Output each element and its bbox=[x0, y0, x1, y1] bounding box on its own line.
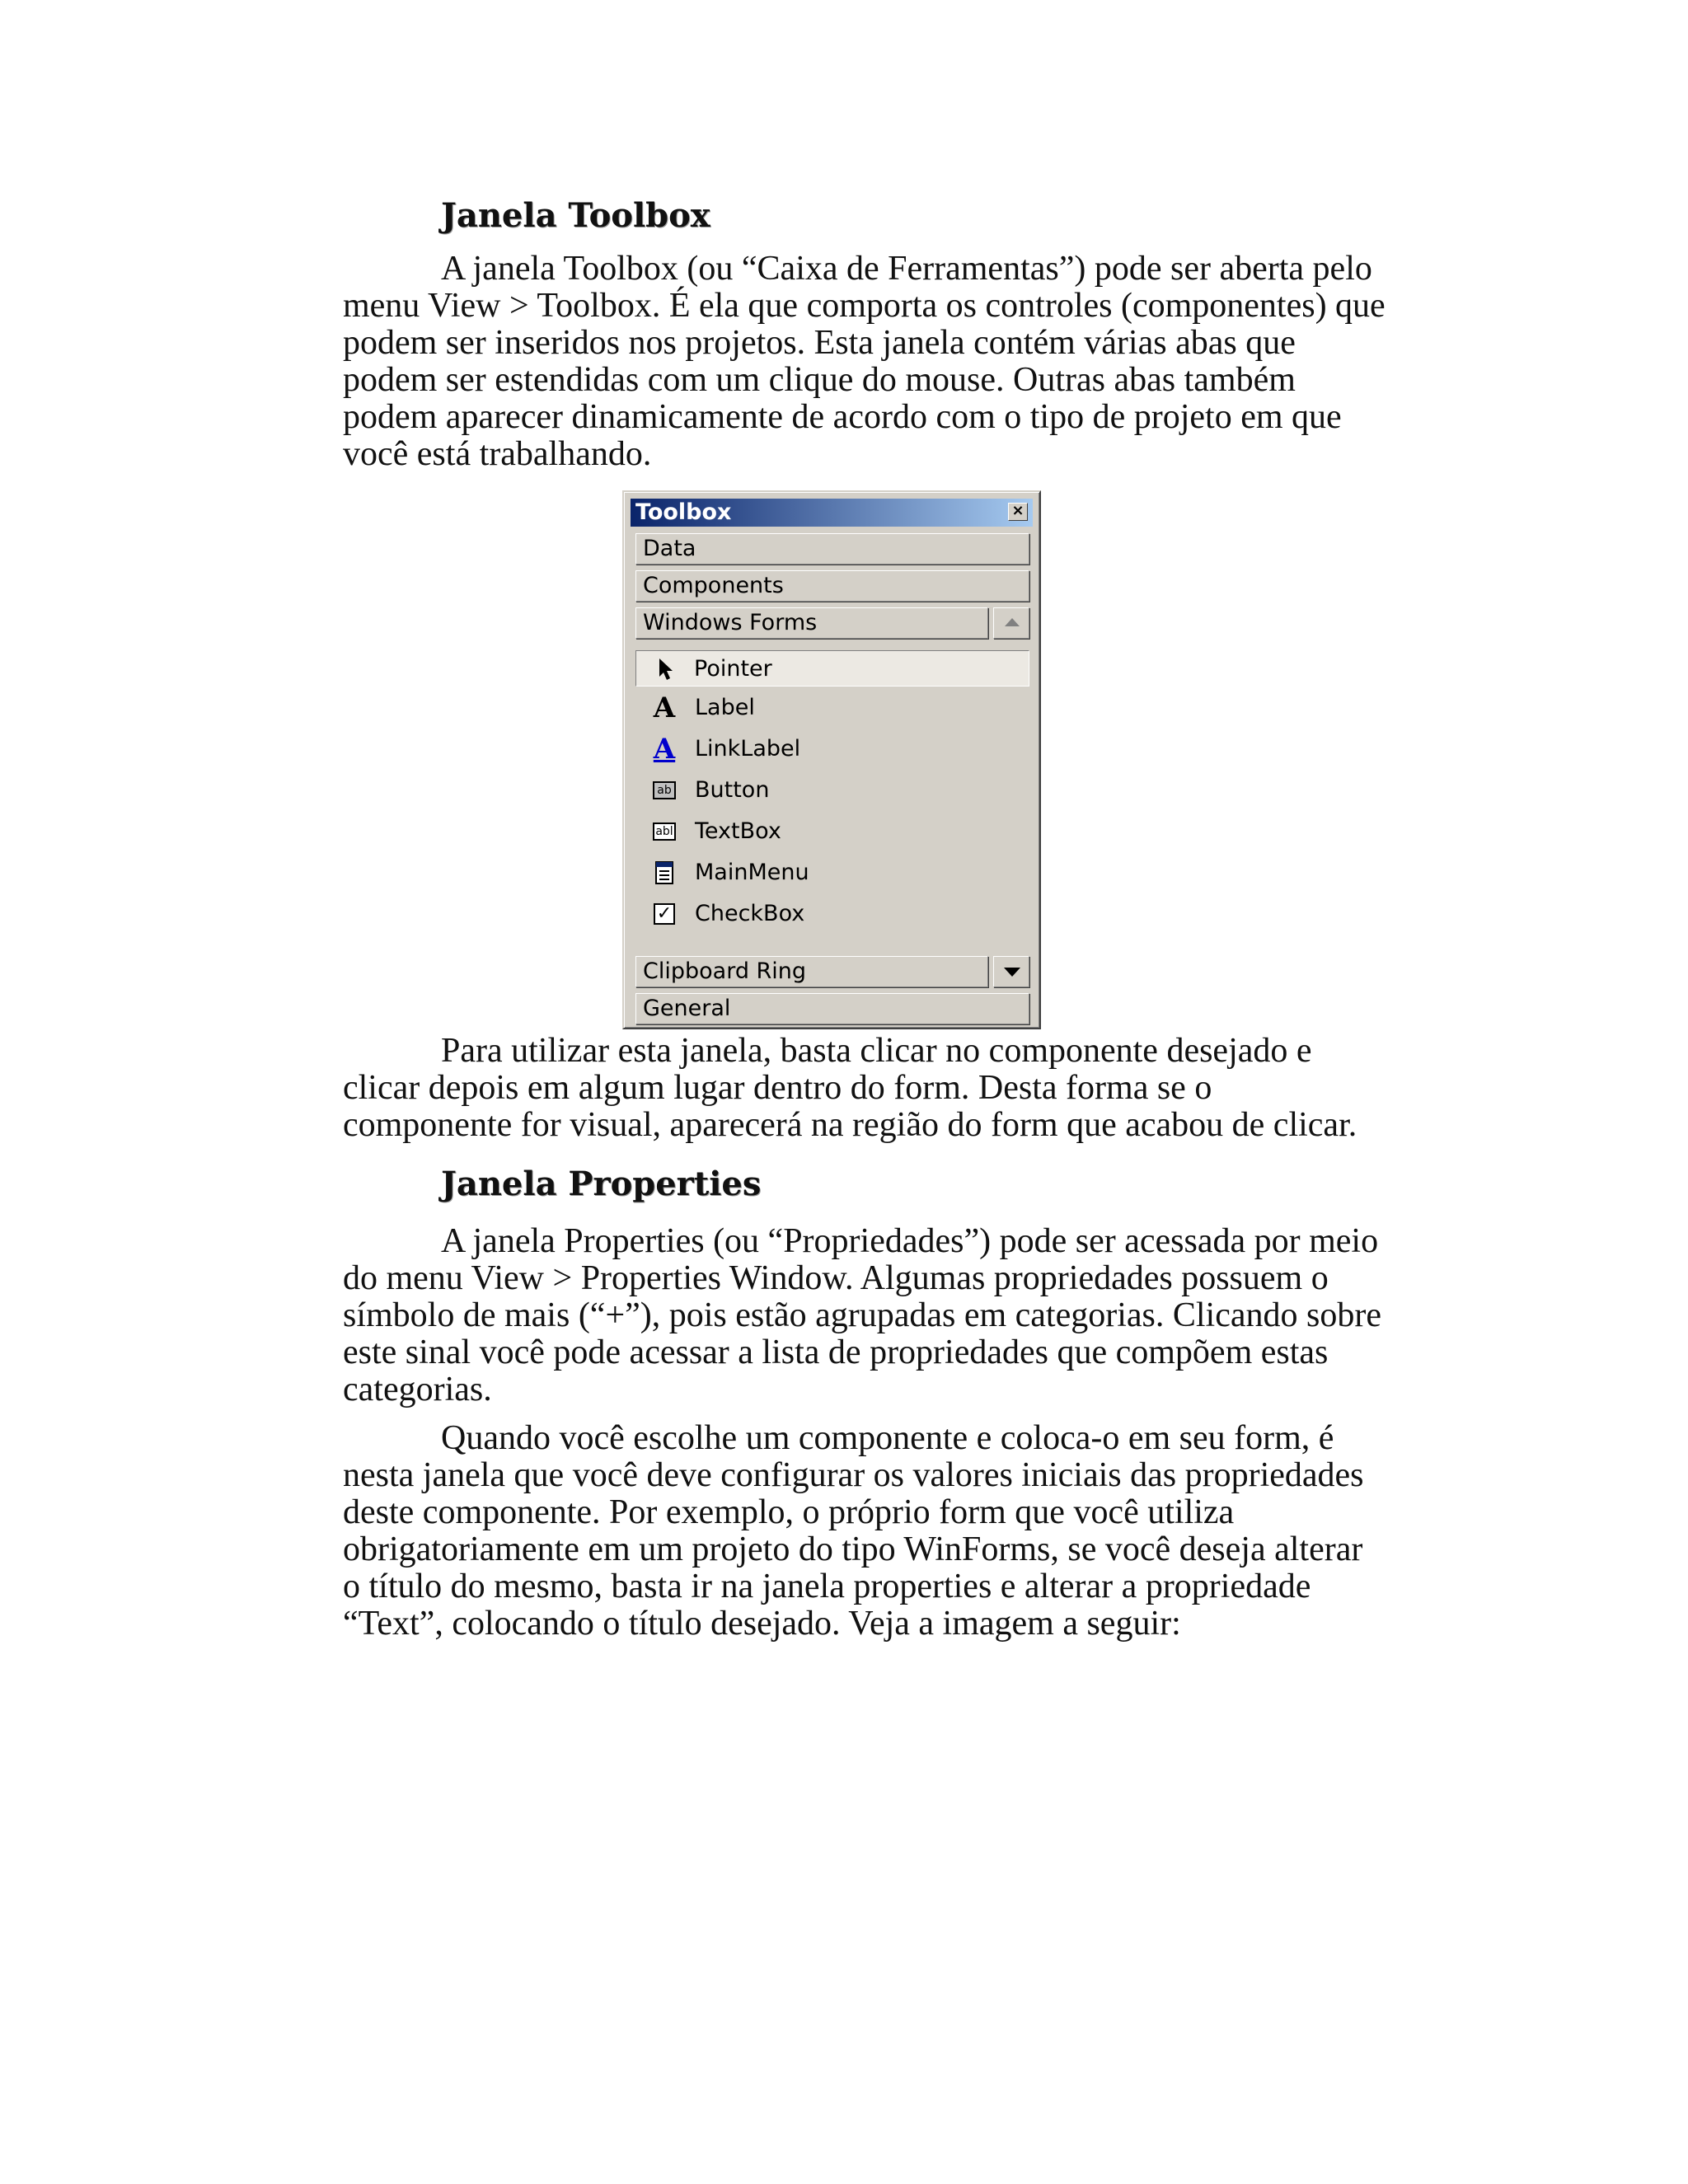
scroll-down-button[interactable] bbox=[993, 956, 1029, 987]
toolbox-item-label: TextBox bbox=[695, 818, 781, 844]
tab-data[interactable]: Data bbox=[635, 533, 1029, 565]
text-line: deste componente. Por exemplo, o próprio form que você utiliza bbox=[343, 1493, 1235, 1531]
text-line: categorias. bbox=[343, 1371, 492, 1408]
mainmenu-icon bbox=[652, 860, 677, 885]
toolbox-item-label: MainMenu bbox=[695, 860, 809, 885]
close-icon: × bbox=[1011, 502, 1025, 519]
triangle-down-icon bbox=[1004, 968, 1020, 977]
section-heading-toolbox: Janela Toolbox bbox=[441, 196, 710, 235]
text-line: podem ser inseridos nos projetos. Esta janela contém várias abas que bbox=[343, 324, 1296, 362]
linklabel-icon: A bbox=[653, 733, 676, 766]
text-line: podem aparecer dinamicamente de acordo com o tipo de projeto em que bbox=[343, 398, 1342, 436]
text-line: A janela Toolbox (ou “Caixa de Ferramentas”) pode ser aberta pelo bbox=[441, 250, 1372, 288]
textbox-icon: abl bbox=[652, 819, 677, 844]
toolbox-item-pointer[interactable] bbox=[635, 650, 1029, 687]
checkbox-icon: ✓ bbox=[652, 902, 677, 926]
text-line: podem ser estendidas com um clique do mouse. Outras abas também bbox=[343, 361, 1296, 399]
text-line: obrigatoriamente em um projeto do tipo WinForms, se você deseja alterar bbox=[343, 1530, 1363, 1568]
toolbox-item-label-text: Label bbox=[695, 695, 755, 720]
section-heading-properties: Janela Properties bbox=[441, 1165, 762, 1203]
toolbox-title: Toolbox bbox=[635, 499, 732, 525]
close-button[interactable] bbox=[1008, 503, 1028, 521]
text-line: símbolo de mais (“+”), pois estão agrupadas em categorias. Clicando sobre bbox=[343, 1296, 1381, 1334]
text-line: componente for visual, aparecerá na região do form que acabou de clicar. bbox=[343, 1106, 1357, 1144]
toolbox-item-label: LinkLabel bbox=[695, 736, 801, 762]
toolbox-item-textbox[interactable] bbox=[635, 813, 1029, 850]
toolbox-item-label: Pointer bbox=[694, 656, 772, 682]
tab-components[interactable]: Components bbox=[635, 570, 1029, 602]
button-icon: ab bbox=[652, 778, 677, 803]
text-line: menu View > Toolbox. É ela que comporta os controles (componentes) que bbox=[343, 287, 1386, 325]
pointer-icon bbox=[653, 657, 678, 682]
toolbox-item-mainmenu[interactable] bbox=[635, 855, 1029, 891]
tab-clipboard-ring[interactable]: Clipboard Ring bbox=[635, 956, 988, 987]
tab-windows-forms[interactable]: Windows Forms bbox=[635, 607, 988, 639]
scroll-up-button[interactable] bbox=[993, 607, 1029, 639]
toolbox-item-label: Button bbox=[695, 777, 770, 803]
triangle-up-icon bbox=[1005, 618, 1020, 626]
text-line: o título do mesmo, basta ir na janela properties e alterar a propriedade bbox=[343, 1568, 1311, 1605]
toolbox-item-button[interactable] bbox=[635, 772, 1029, 808]
properties-description-paragraph bbox=[343, 1223, 1431, 1408]
text-line: você está trabalhando. bbox=[343, 435, 652, 473]
tab-general[interactable]: General bbox=[635, 993, 1029, 1024]
text-line: “Text”, colocando o título desejado. Veja a imagem a seguir: bbox=[343, 1605, 1181, 1643]
toolbox-titlebar bbox=[631, 499, 1033, 527]
text-line: clicar depois em algum lugar dentro do form. Desta forma se o bbox=[343, 1069, 1212, 1107]
text-line: Quando você escolhe um componente e coloca-o em seu form, é bbox=[441, 1419, 1334, 1457]
toolbox-usage-paragraph bbox=[343, 1033, 1431, 1144]
toolbox-item-checkbox[interactable] bbox=[635, 896, 1029, 932]
label-icon: A bbox=[653, 691, 676, 724]
text-line: este sinal você pode acessar a lista de propriedades que compõem estas bbox=[343, 1333, 1329, 1371]
component-properties-paragraph bbox=[343, 1420, 1431, 1643]
toolbox-item-label[interactable] bbox=[635, 690, 1029, 726]
text-line: A janela Properties (ou “Propriedades”) pode ser acessada por meio bbox=[441, 1222, 1379, 1260]
toolbox-item-label: CheckBox bbox=[695, 901, 805, 926]
toolbox-window bbox=[622, 490, 1041, 1029]
toolbox-item-linklabel[interactable] bbox=[635, 731, 1029, 767]
toolbox-description-paragraph bbox=[343, 251, 1431, 473]
text-line: nesta janela que você deve configurar os valores iniciais das propriedades bbox=[343, 1456, 1364, 1494]
text-line: do menu View > Properties Window. Algumas propriedades possuem o bbox=[343, 1259, 1329, 1297]
text-line: Para utilizar esta janela, basta clicar no componente desejado e bbox=[441, 1032, 1312, 1070]
